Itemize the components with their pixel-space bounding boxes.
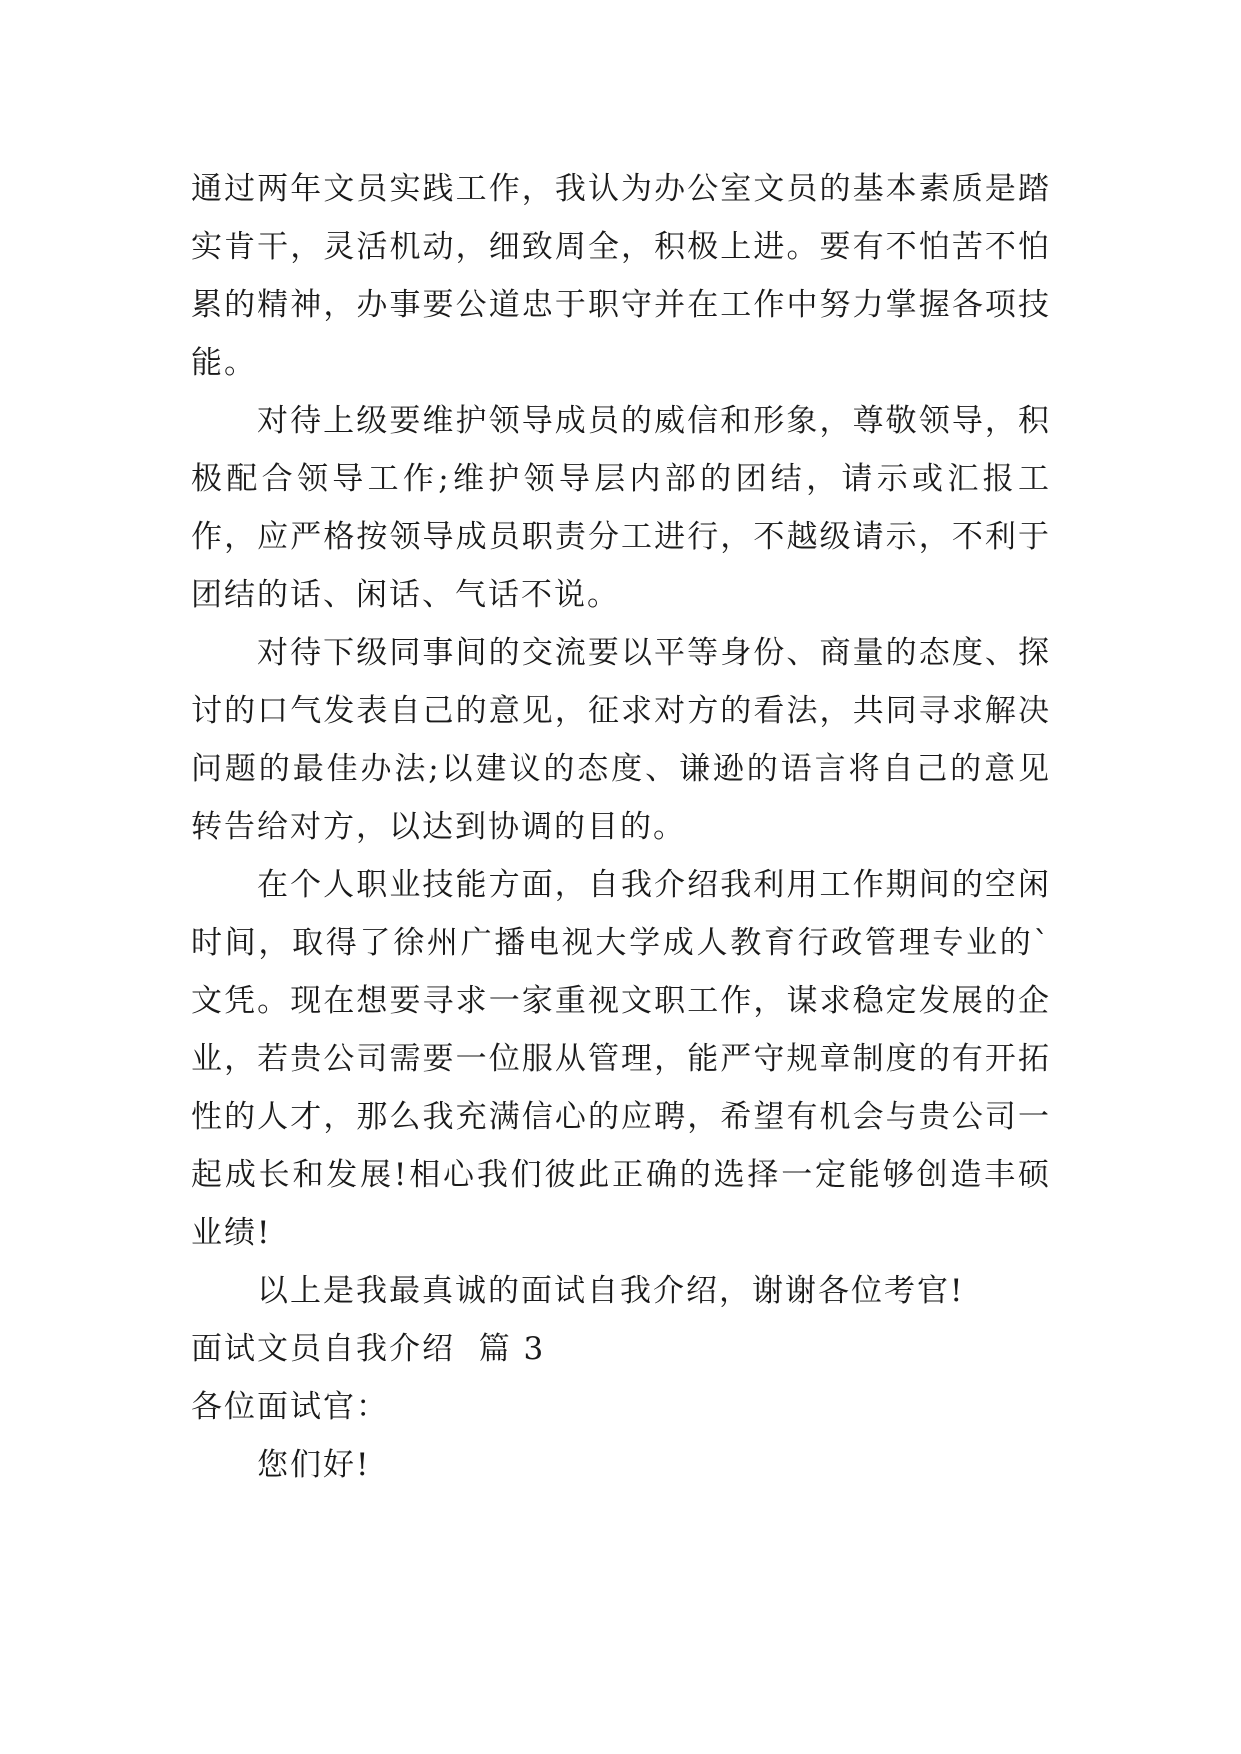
section-title: 面试文员自我介绍 篇 3	[191, 1331, 546, 1367]
paragraph-closing: 以上是我最真诚的面试自我介绍，谢谢各位考官!	[257, 1273, 965, 1309]
document-body	[191, 160, 1051, 1494]
paragraph-colleagues: 对待下级同事间的交流要以平等身份、商量的态度、探讨的口气发表自己的意见，征求对方的看法，共同寻求解决问题的最佳办法;以建议的态度、谦逊的语言将自己的意见转告给对方，以达到协调的目的。	[191, 635, 1051, 845]
paragraph-superiors: 对待上级要维护领导成员的威信和形象，尊敬领导，积极配合领导工作;维护领导层内部的团结，请示或汇报工作，应严格按领导成员职责分工进行，不越级请示，不利于团结的话、闲话、气话不说。	[191, 403, 1051, 613]
salutation: 各位面试官：	[191, 1389, 389, 1425]
paragraph-skills: 在个人职业技能方面，自我介绍我利用工作期间的空闲时间，取得了徐州广播电视大学成人教育行政管理专业的`文凭。现在想要寻求一家重视文职工作，谋求稳定发展的企业，若贵公司需要一位服从管理，能严守规章制度的有开拓性的人才，那么我充满信心的应聘，希望有机会与贵公司一起成长和发展!相心我们彼此正确的选择一定能够创造丰硕业绩!	[191, 867, 1051, 1251]
greeting: 您们好!	[257, 1447, 371, 1483]
paragraph-basic-qualities: 通过两年文员实践工作，我认为办公室文员的基本素质是踏实肯干，灵活机动，细致周全，积极上进。要有不怕苦不怕累的精神，办事要公道忠于职守并在工作中努力掌握各项技能。	[191, 171, 1051, 381]
